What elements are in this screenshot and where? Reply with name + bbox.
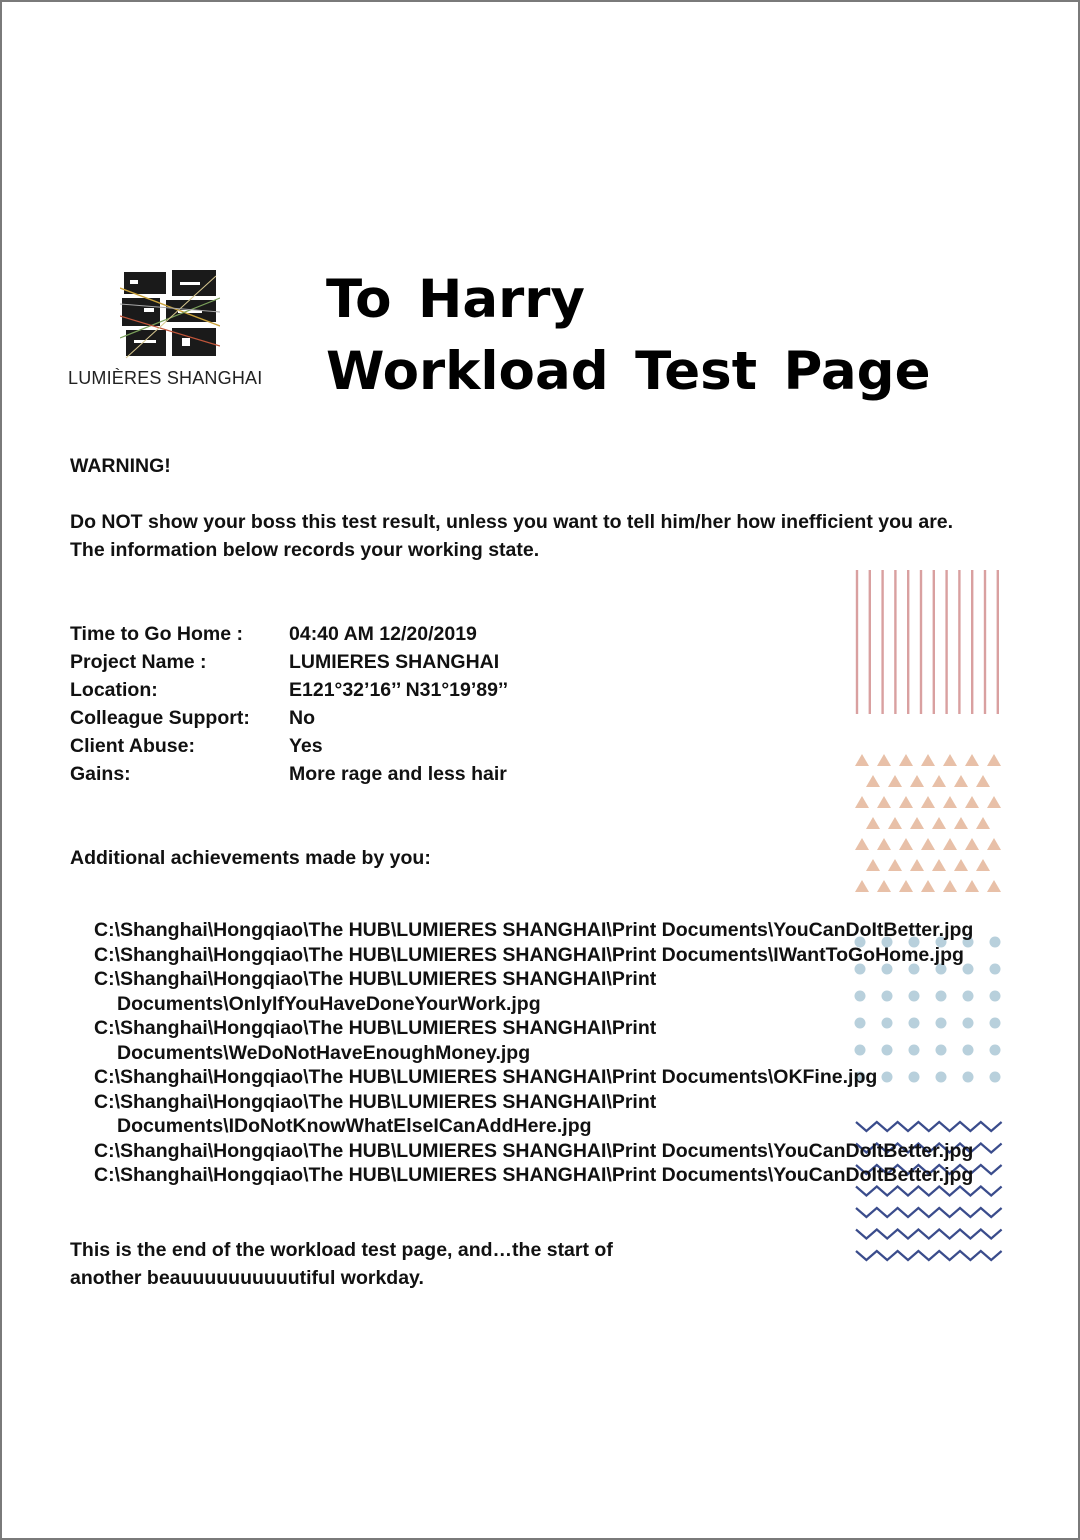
intro-line: Do NOT show your boss this test result, unless you want to tell him/her how inefficient you are. — [70, 511, 954, 533]
page-title — [326, 264, 931, 408]
decorative-triangles — [852, 750, 1004, 898]
closing-line: another beauuuuuuuuuutiful workday. — [70, 1267, 424, 1289]
info-value: More rage and less hair — [289, 763, 507, 785]
info-label: Gains: — [70, 763, 131, 785]
info-label: Client Abuse: — [70, 735, 195, 757]
title-recipient: To Harry — [326, 269, 585, 330]
info-value: No — [289, 707, 315, 729]
file-path: C:\Shanghai\Hongqiao\The HUB\LUMIERES SHANGHAI\Print Documents\WeDoNotHaveEnoughMoney.jpg — [94, 1017, 657, 1064]
closing-text — [70, 1236, 690, 1292]
title-heading: Workload Test Page — [326, 341, 931, 402]
file-path: C:\Shanghai\Hongqiao\The HUB\LUMIERES SHANGHAI\Print Documents\OnlyIfYouHaveDoneYourWork.jpg — [94, 968, 657, 1015]
info-label: Project Name : — [70, 651, 207, 673]
file-path-list — [94, 918, 1034, 1188]
logo-text: LUMIÈRES SHANGHAI — [68, 368, 263, 388]
intro-text — [70, 508, 1030, 564]
info-value: LUMIERES SHANGHAI — [289, 651, 500, 673]
brand-logo — [68, 268, 278, 392]
logo-calligraphy-mark — [120, 268, 220, 360]
info-value: E121°32’16’’ N31°19’89’’ — [289, 679, 509, 701]
file-path: C:\Shanghai\Hongqiao\The HUB\LUMIERES SHANGHAI\Print Documents\YouCanDoItBetter.jpg — [94, 1164, 974, 1186]
intro-line: The information below records your working state. — [70, 539, 540, 561]
warning-label: WARNING! — [70, 455, 171, 477]
info-value: Yes — [289, 735, 323, 757]
decorative-stripes — [852, 568, 1004, 716]
file-path: C:\Shanghai\Hongqiao\The HUB\LUMIERES SHANGHAI\Print Documents\YouCanDoItBetter.jpg — [94, 1139, 974, 1162]
closing-line: This is the end of the workload test page, and…the start of — [70, 1239, 613, 1261]
info-label: Time to Go Home : — [70, 623, 243, 645]
file-path: C:\Shanghai\Hongqiao\The HUB\LUMIERES SHANGHAI\Print Documents\YouCanDoItBetter.jpg — [94, 919, 974, 941]
info-label: Colleague Support: — [70, 707, 250, 729]
info-value: 04:40 AM 12/20/2019 — [289, 623, 477, 645]
info-label: Location: — [70, 679, 158, 701]
file-path: C:\Shanghai\Hongqiao\The HUB\LUMIERES SHANGHAI\Print Documents\OKFine.jpg — [94, 1066, 878, 1088]
achievements-heading: Additional achievements made by you: — [70, 847, 431, 869]
file-path: C:\Shanghai\Hongqiao\The HUB\LUMIERES SHANGHAI\Print Documents\IDoNotKnowWhatElseICanAddHere.jpg — [94, 1090, 657, 1137]
file-path: C:\Shanghai\Hongqiao\The HUB\LUMIERES SHANGHAI\Print Documents\IWantToGoHome.jpg — [94, 943, 964, 966]
